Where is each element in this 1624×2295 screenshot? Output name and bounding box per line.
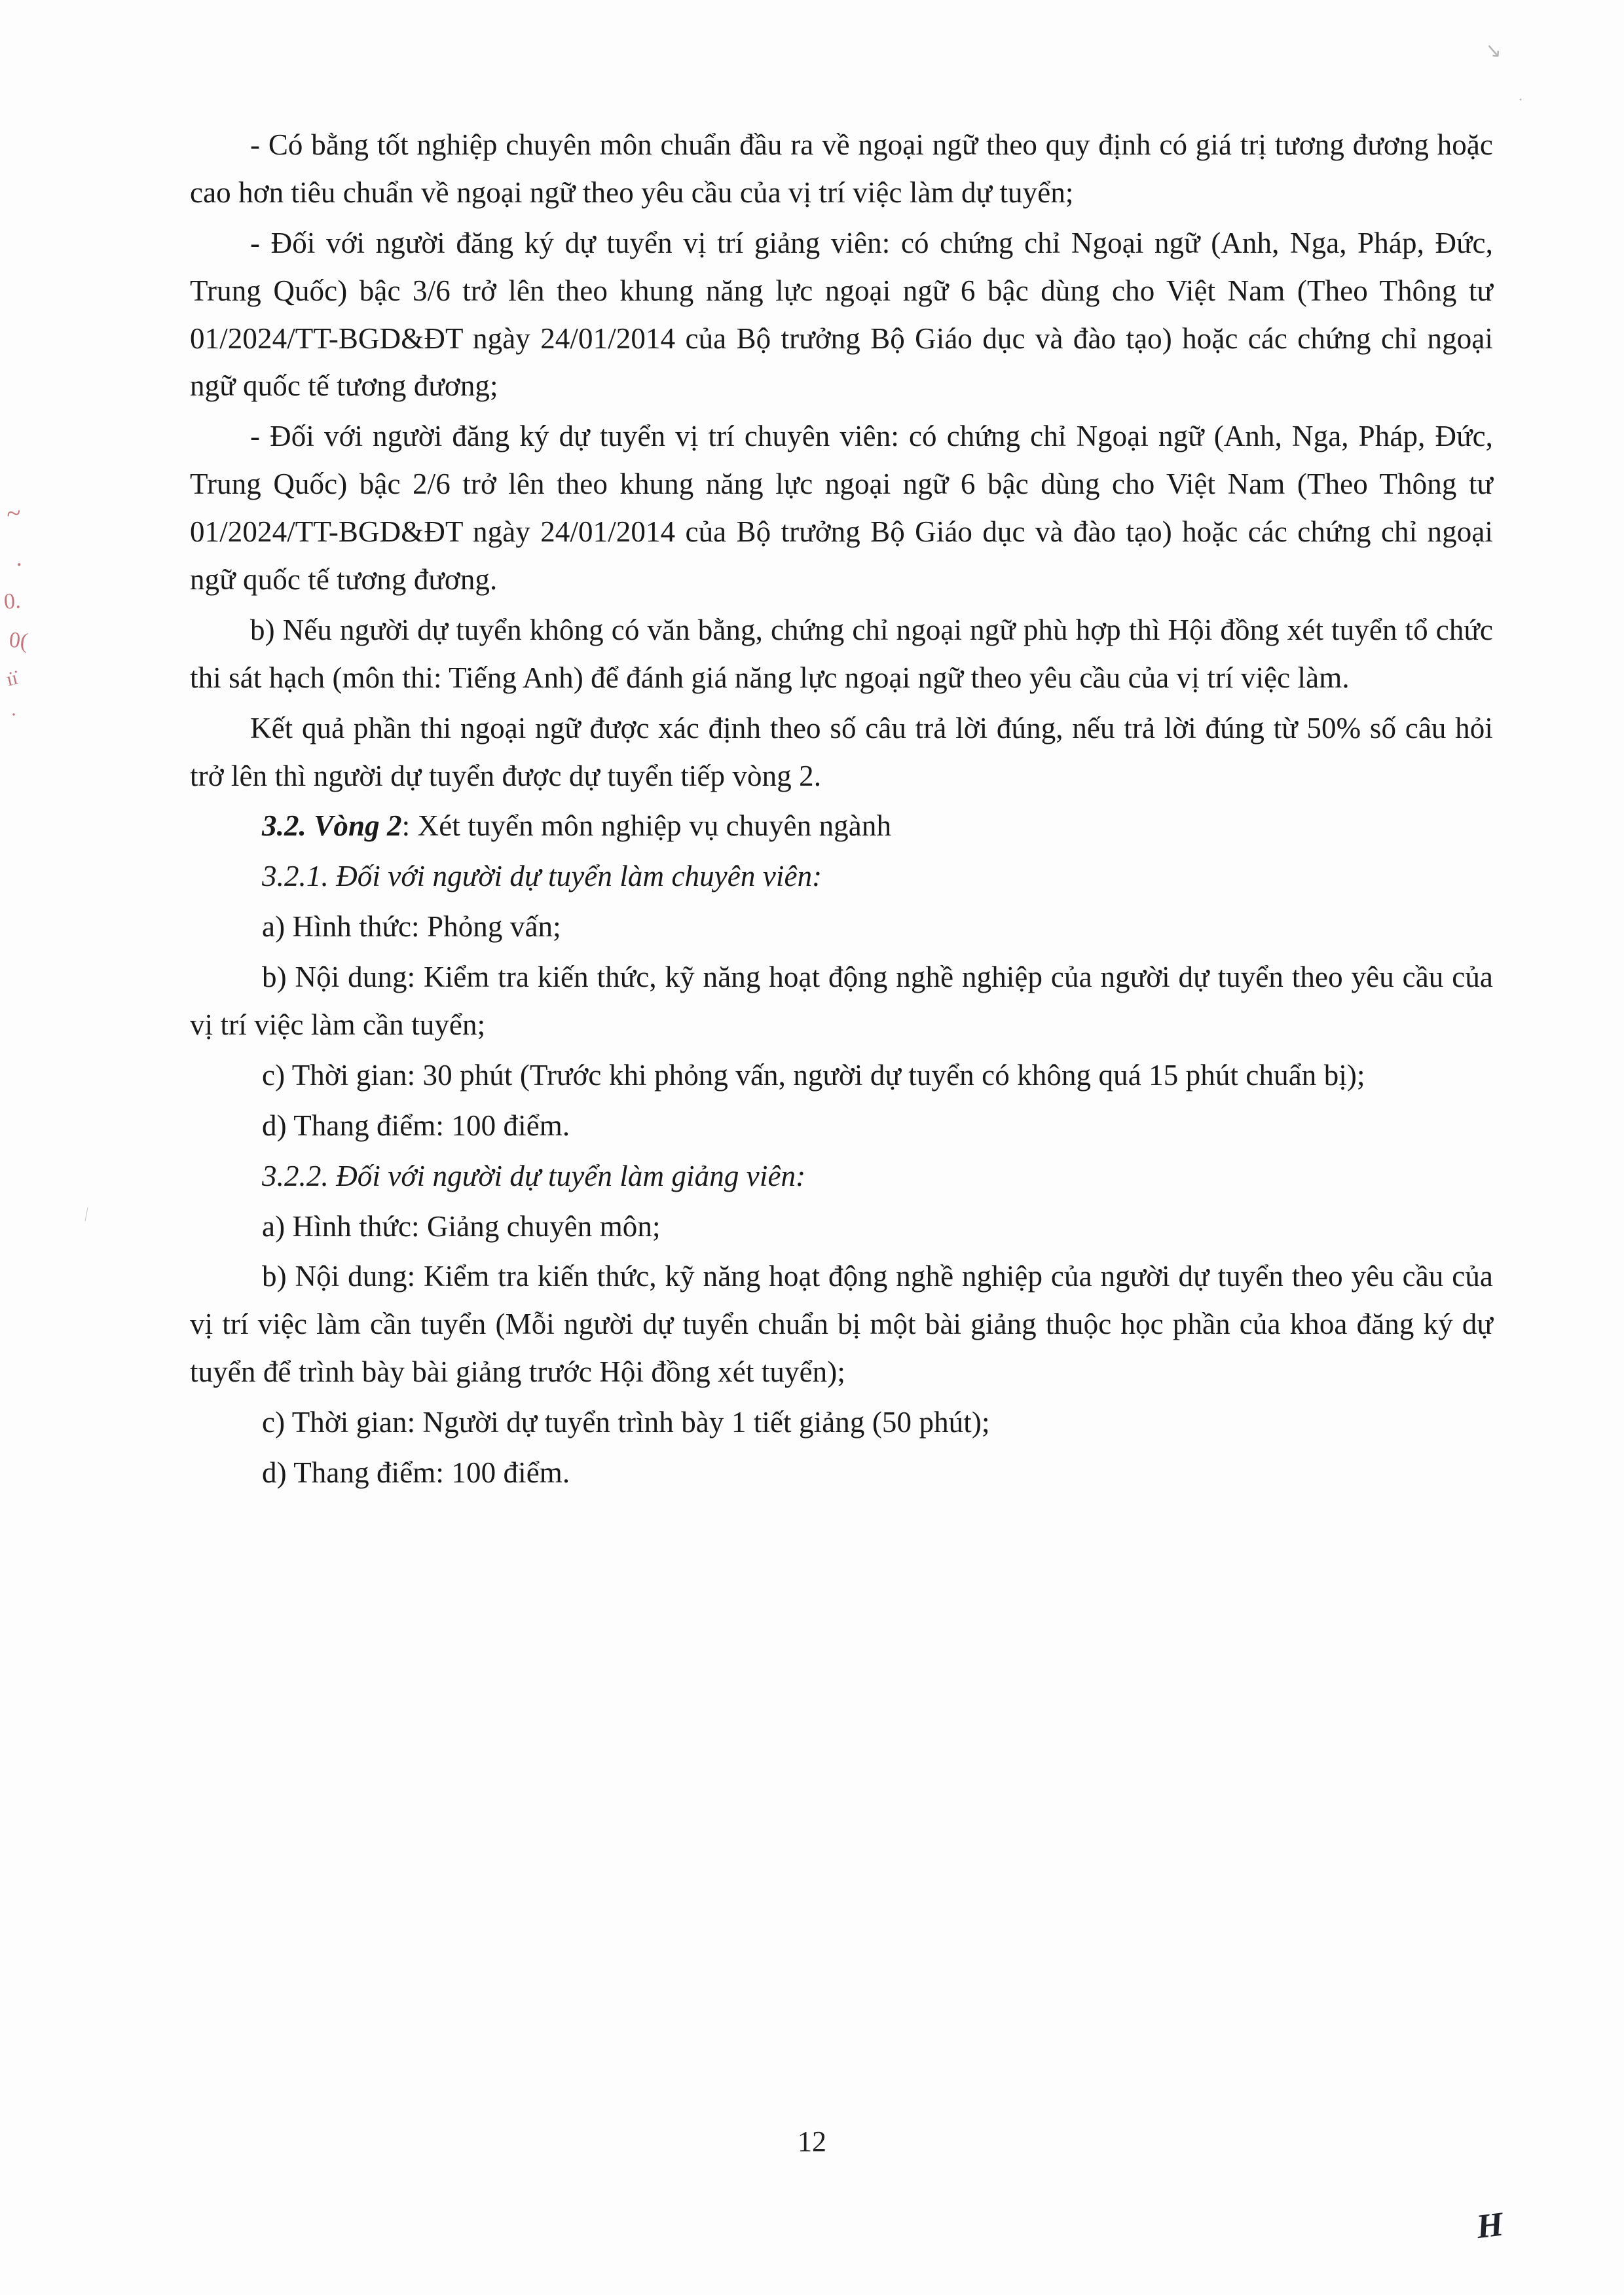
paragraph-no-certificate-case: b) Nếu người dự tuyển không có văn bằng, chứng chỉ ngoại ngữ phù hợp thì Hội đồng xét tuyển tổ chức thi sát hạch (môn thi: Tiếng Anh) để đánh giá năng lực ngoại ngữ theo yêu cầu của vị trí việc làm. <box>190 613 1493 694</box>
page-number: 12 <box>798 2125 826 2157</box>
specialist-item-d: d) Thang điểm: 100 điểm. <box>262 1109 570 1142</box>
lecturer-item-a: a) Hình thức: Giảng chuyên môn; <box>262 1209 661 1243</box>
margin-annotation-mark-5: ı̇ı̇ <box>4 667 20 691</box>
subsection-heading-lecturer: 3.2.2. Đối với người dự tuyển làm giảng viên: <box>262 1159 806 1192</box>
specialist-item-c: c) Thời gian: 30 phút (Trước khi phỏng vấn, người dự tuyển có không quá 15 phút chuẩn bị); <box>262 1058 1365 1092</box>
margin-annotation-mark-2: . <box>9 543 26 572</box>
lecturer-item-d: d) Thang điểm: 100 điểm. <box>262 1456 570 1490</box>
margin-annotation-mark-3: 0. <box>3 589 22 614</box>
margin-annotation-mark-1: ~ <box>4 497 23 529</box>
lecturer-item-b: b) Nội dung: Kiểm tra kiến thức, kỹ năng hoạt động nghề nghiệp của người dự tuyển theo yêu cầu của vị trí việc làm cần tuyển (Mỗi người dự tuyển chuẩn bị một bài giảng thuộc học phần của khoa đăng ký dự tuyển để trình bày bài giảng trước Hội đồng xét tuyển); <box>190 1260 1493 1389</box>
section-number-round-2: 3.2. Vòng 2 <box>262 809 402 843</box>
subsection-heading-specialist: 3.2.1. Đối với người dự tuyển làm chuyên viên: <box>262 860 822 893</box>
section-title-round-2: : Xét tuyển môn nghiệp vụ chuyên ngành <box>401 809 892 843</box>
paragraph-lecturer-certificate: - Đối với người đăng ký dự tuyển vị trí giảng viên: có chứng chỉ Ngoại ngữ (Anh, Nga, Pháp, Đức, Trung Quốc) bậc 3/6 trở lên theo khung năng lực ngoại ngữ 6 bậc dùng cho Việt Nam (Theo Thông tư 01/2024/TT-BGD&ĐT ngày 24/01/2014 của Bộ trưởng Bộ Giáo dục và đào tạo) hoặc các chứng chỉ ngoại ngữ quốc tế tương đương; <box>190 226 1493 403</box>
margin-annotation-mark-4: 0( <box>8 627 29 654</box>
scan-artifact-dot-icon: · <box>1518 92 1523 109</box>
paragraph-degree-requirement: - Có bằng tốt nghiệp chuyên môn chuẩn đầu ra về ngoại ngữ theo quy định có giá trị tương đương hoặc cao hơn tiêu chuẩn về ngoại ngữ theo yêu cầu của vị trí việc làm dự tuyển; <box>190 128 1493 209</box>
paragraph-specialist-certificate: - Đối với người đăng ký dự tuyển vị trí chuyên viên: có chứng chỉ Ngoại ngữ (Anh, Nga, Pháp, Đức, Trung Quốc) bậc 2/6 trở lên theo khung năng lực ngoại ngữ 6 bậc dùng cho Việt Nam (Theo Thông tư 01/2024/TT-BGD&ĐT ngày 24/01/2014 của Bộ trưởng Bộ Giáo dục và đào tạo) hoặc các chứng chỉ ngoại ngữ quốc tế tương đương. <box>190 420 1493 597</box>
margin-annotation-mark-6: · <box>10 703 18 726</box>
paragraph-result-rule: Kết quả phần thi ngoại ngữ được xác định theo số câu trả lời đúng, nếu trả lời đúng từ 50% số câu hỏi trở lên thì người dự tuyển được dự tuyển tiếp vòng 2. <box>190 711 1493 792</box>
specialist-item-b: b) Nội dung: Kiểm tra kiến thức, kỹ năng hoạt động nghề nghiệp của người dự tuyển theo yêu cầu của vị trí việc làm cần tuyển; <box>190 961 1493 1042</box>
scan-artifact-corner-icon: ↘ <box>1484 39 1503 62</box>
specialist-item-a: a) Hình thức: Phỏng vấn; <box>262 910 561 944</box>
document-body <box>190 121 1493 1499</box>
scan-speck-icon: ∕ <box>81 1205 92 1224</box>
signature-initials: H <box>1474 2205 1504 2247</box>
lecturer-item-c: c) Thời gian: Người dự tuyển trình bày 1 tiết giảng (50 phút); <box>262 1406 990 1439</box>
section-heading-round-2 <box>190 802 1493 850</box>
